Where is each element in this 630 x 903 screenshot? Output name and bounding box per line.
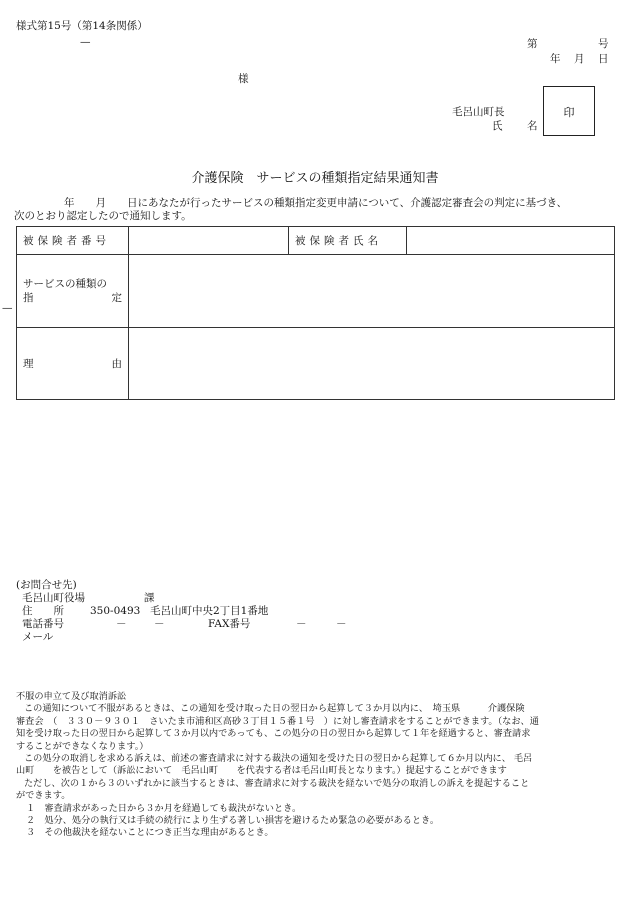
fax-label: FAX番号	[208, 618, 251, 630]
number-suffix: 号	[598, 38, 609, 50]
service-type-label-line2	[23, 291, 122, 305]
intro-line-1: 年 月 日にあなたが行ったサービスの種類指定変更申請について、介護認定審査会の判定に基づき、	[64, 197, 568, 209]
service-type-label	[17, 255, 129, 328]
insured-number-field[interactable]	[129, 227, 289, 255]
appeal-para1-line1: この通知について不服があるときは、この通知を受け取った日の翌日から起算して３か月以内に、 埼玉県 介護保険	[24, 703, 525, 715]
seal-label: 印	[563, 106, 575, 119]
intro-paragraph	[14, 197, 614, 223]
service-type-label-line1: サービスの種類の	[23, 278, 107, 290]
issuer-title: 毛呂山町長	[452, 106, 505, 118]
reason-label	[17, 328, 129, 400]
contact-office: 毛呂山町役場	[22, 592, 85, 604]
reason-label-b: 由	[111, 358, 122, 370]
notice-table	[16, 226, 615, 400]
header-dash: —	[80, 36, 91, 48]
phone-label: 電話番号	[22, 618, 64, 630]
address-label: 住 所	[22, 605, 64, 617]
seal-box	[543, 86, 595, 136]
insured-number-label: 被保険者番号	[17, 227, 129, 255]
fax-sep-2: －	[336, 618, 347, 630]
postal-code: 350-0493	[90, 605, 141, 617]
form-number: 様式第15号（第14条関係）	[16, 20, 148, 32]
email-label: メール	[22, 631, 54, 643]
service-type-label-b: 定	[111, 292, 122, 304]
service-type-field[interactable]	[129, 255, 615, 328]
addressee-suffix: 様	[238, 73, 249, 85]
appeal-para3-line1: ただし、次の１から３のいずれかに該当するときは、審査請求に対する裁決を経ないで処分の取消しの訴えを提起すること	[24, 777, 530, 789]
name-label-2: 名	[527, 120, 538, 132]
insured-name-label: 被保険者氏名	[289, 227, 407, 255]
appeal-para1-line2: 審査会 （ ３３０－９３０１ さいたま市浦和区高砂３丁目１５番１号 ）に対し審査請求をすることができます。（なお、通	[16, 715, 539, 727]
appeal-item-3: ３ その他裁決を経ないことにつき正当な理由があるとき。	[26, 827, 274, 839]
appeal-para3-line2: ができます。	[16, 790, 71, 802]
name-label-1: 氏	[492, 120, 503, 132]
document-title: 介護保険 サービスの種類指定結果通知書	[191, 171, 439, 186]
date-year: 年	[550, 53, 561, 65]
service-type-label-a: 指	[23, 292, 34, 304]
appeal-item-1: １ 審査請求があった日から３か月を経過しても裁決がないとき。	[26, 802, 302, 814]
appeal-para1-line4: することができなくなります。）	[16, 740, 149, 752]
contact-heading: (お問合せ先)	[16, 579, 77, 591]
intro-line-2: 次のとおり認定したので通知します。	[14, 210, 192, 222]
appeal-heading: 不服の申立て及び取消訴訟	[16, 691, 127, 702]
reason-field[interactable]	[129, 328, 615, 400]
fax-sep-1: －	[296, 618, 307, 630]
reason-label-a: 理	[23, 358, 34, 370]
appeal-para1-line3: 知を受け取った日の翌日から起算して３か月以内であっても、この処分の日の翌日から起算して１年を経過すると、審査請求	[16, 728, 531, 740]
insured-name-field[interactable]	[407, 227, 615, 255]
date-day: 日	[598, 53, 609, 65]
phone-sep-2: －	[154, 618, 165, 630]
appeal-para2-line1: この処分の取消しを求める訴えは、前述の審査請求に対する裁決の通知を受けた日の翌日から起算して６か月以内に、 毛呂	[24, 753, 533, 765]
appeal-notice	[16, 691, 614, 840]
margin-dash: —	[2, 302, 13, 314]
appeal-para2-line2: 山町 を被告として（訴訟において 毛呂山町 を代表する者は毛呂山町長となります。）提起することができます	[16, 765, 507, 777]
address: 毛呂山町中央2丁目1番地	[150, 605, 269, 617]
contact-department: 課	[144, 592, 155, 604]
phone-sep-1: －	[116, 618, 127, 630]
appeal-item-2: ２ 処分、処分の執行又は手続の続行により生ずる著しい損害を避けるため緊急の必要があるとき。	[26, 815, 440, 827]
number-prefix: 第	[527, 38, 538, 50]
contact-block	[16, 579, 347, 644]
date-month: 月	[574, 53, 585, 65]
